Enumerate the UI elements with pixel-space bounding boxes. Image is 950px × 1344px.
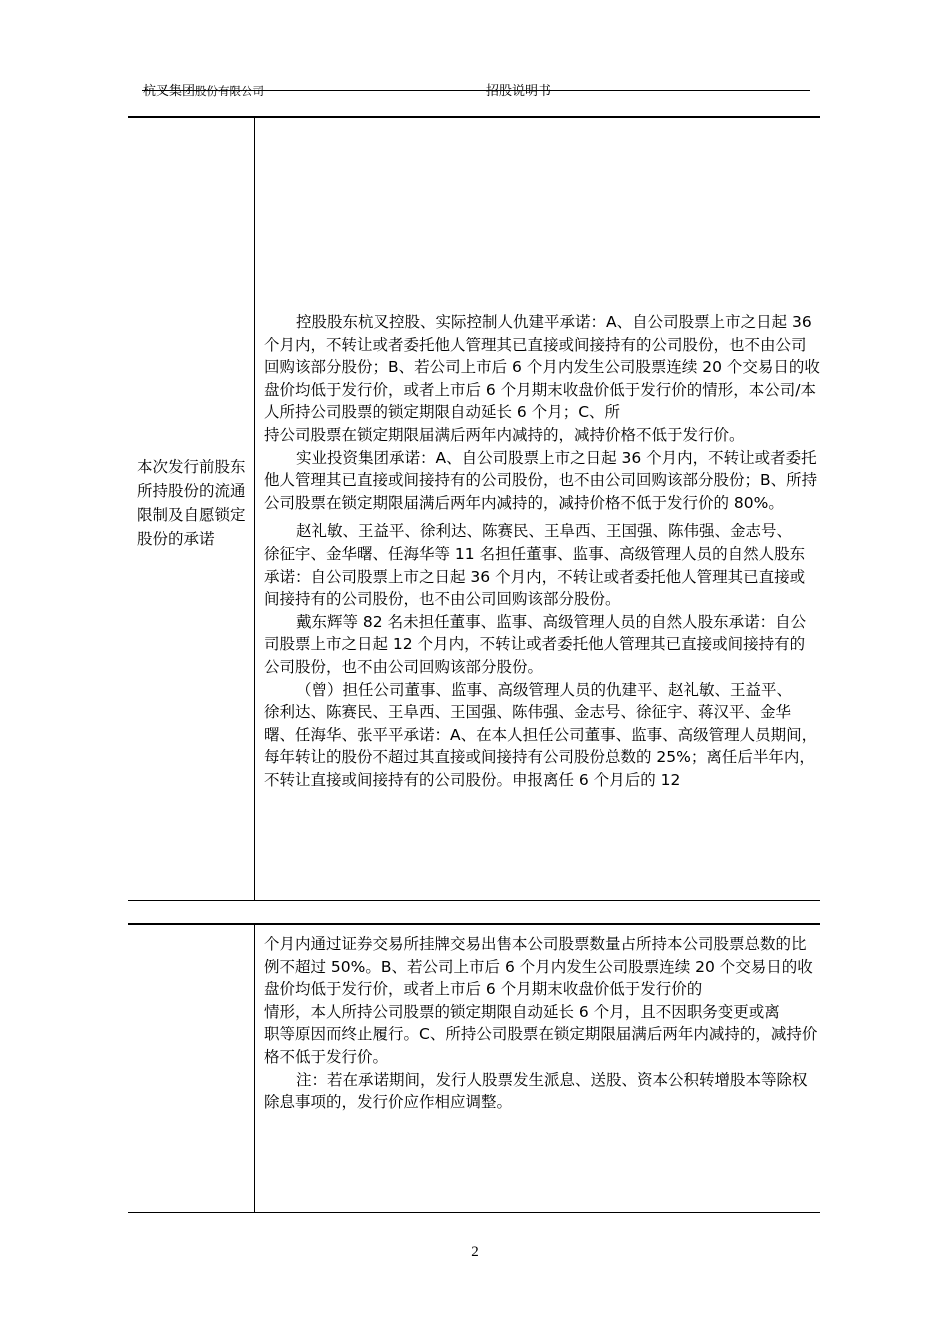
commitment-table-part-2 — [128, 923, 820, 1213]
paragraph-natural-person-shareholders: 戴东辉等 82 名未担任董事、监事、高级管理人员的自然人股东承诺：自公司股票上市之日起 12 个月内，不转让或者委托他人管理其已直接或间接持有的公司股份，也不由公司回购该部分股份。 — [264, 612, 807, 676]
row-label: 本次发行前股东所持股份的流通限制及自愿锁定股份的承诺 — [137, 458, 246, 548]
commitment-text-1 — [264, 311, 820, 791]
paragraph-continuation-3: 职等原因而终止履行。C、所持公司股票在锁定期限届满后两年内减持的，减持价格不低于发行价。 — [264, 1025, 818, 1066]
column-divider — [254, 925, 255, 1212]
header-doc-title: 招股说明书 — [486, 84, 552, 99]
paragraph-officers-names: （曾）担任公司董事、监事、高级管理人员的仇建平、赵礼敏、王益平、 — [296, 680, 793, 699]
paragraph-directors-commitment: 徐征宇、金华曙、任海华等 11 名担任董事、监事、高级管理人员的自然人股东承诺：自公司股票上市之日起 36 个月内，不转让或者委托他人管理其已直接或间接持有的公司股份，也不由公司回购该部分股份。 — [264, 544, 806, 609]
commitment-table-part-1 — [128, 116, 820, 901]
header-company-main: 杭叉集团 — [143, 84, 196, 99]
paragraph-controlling-shareholder-cont: 持公司股票在锁定期限届满后两年内减持的，减持价格不低于发行价。 — [264, 425, 745, 444]
commitment-text-2 — [264, 933, 820, 1114]
paragraph-officers-commitment: 徐利达、陈赛民、王阜西、王国强、陈伟强、金志号、徐征宇、蒋汉平、金华曙、任海华、张平平承诺：A、在本人担任公司董事、监事、高级管理人员期间，每年转让的股份不超过其直接或间接持有公司股份总数的 25%；离任后半年内，不转让直接或间接持有的公司股份。申报离任 6 个月后的 12 — [264, 703, 818, 789]
paragraph-directors-names: 赵礼敏、王益平、徐利达、陈赛民、王阜西、王国强、陈伟强、金志号、 — [296, 522, 793, 541]
paragraph-controlling-shareholder: 控股股东杭叉控股、实际控制人仇建平承诺：A、自公司股票上市之日起 36 个月内，不转让或者委托他人管理其已直接或间接持有的公司股份，也不由公司回购该部分股份；B、若公司上市后 6 个月内发生公司股票连续 20 个交易日的收盘价均低于发行价，或者上市后 6 个月期末收盘价低于发行价的情形，本公司/本人所持公司股票的锁定期限自动延长 6 个月；C、所 — [264, 313, 820, 422]
paragraph-industrial-investment: 实业投资集团承诺：A、自公司股票上市之日起 36 个月内，不转让或者委托他人管理其已直接或间接持有的公司股份，也不由公司回购该部分股份；B、所持公司股票在锁定期限届满后两年内减持的，减持价格不低于发行价的 80%。 — [264, 448, 818, 512]
paragraph-note: 注：若在承诺期间，发行人股票发生派息、送股、资本公积转增股本等除权除息事项的，发行价应作相应调整。 — [264, 1070, 808, 1112]
header-company-sub: 股份有限公司 — [195, 84, 265, 98]
header-rule — [142, 90, 810, 91]
paragraph-continuation-2: 情形，本人所持公司股票的锁定期限自动延长 6 个月，且不因职务变更或离 — [264, 1002, 780, 1021]
column-divider — [254, 118, 255, 900]
page-number: 2 — [471, 1244, 479, 1260]
paragraph-continuation-1: 个月内通过证券交易所挂牌交易出售本公司股票数量占所持本公司股票总数的比例不超过 50%。B、若公司上市后 6 个月内发生公司股票连续 20 个交易日的收盘价均低于发行价，或者上市后 6 个月期末收盘价低于发行价的 — [264, 935, 813, 999]
